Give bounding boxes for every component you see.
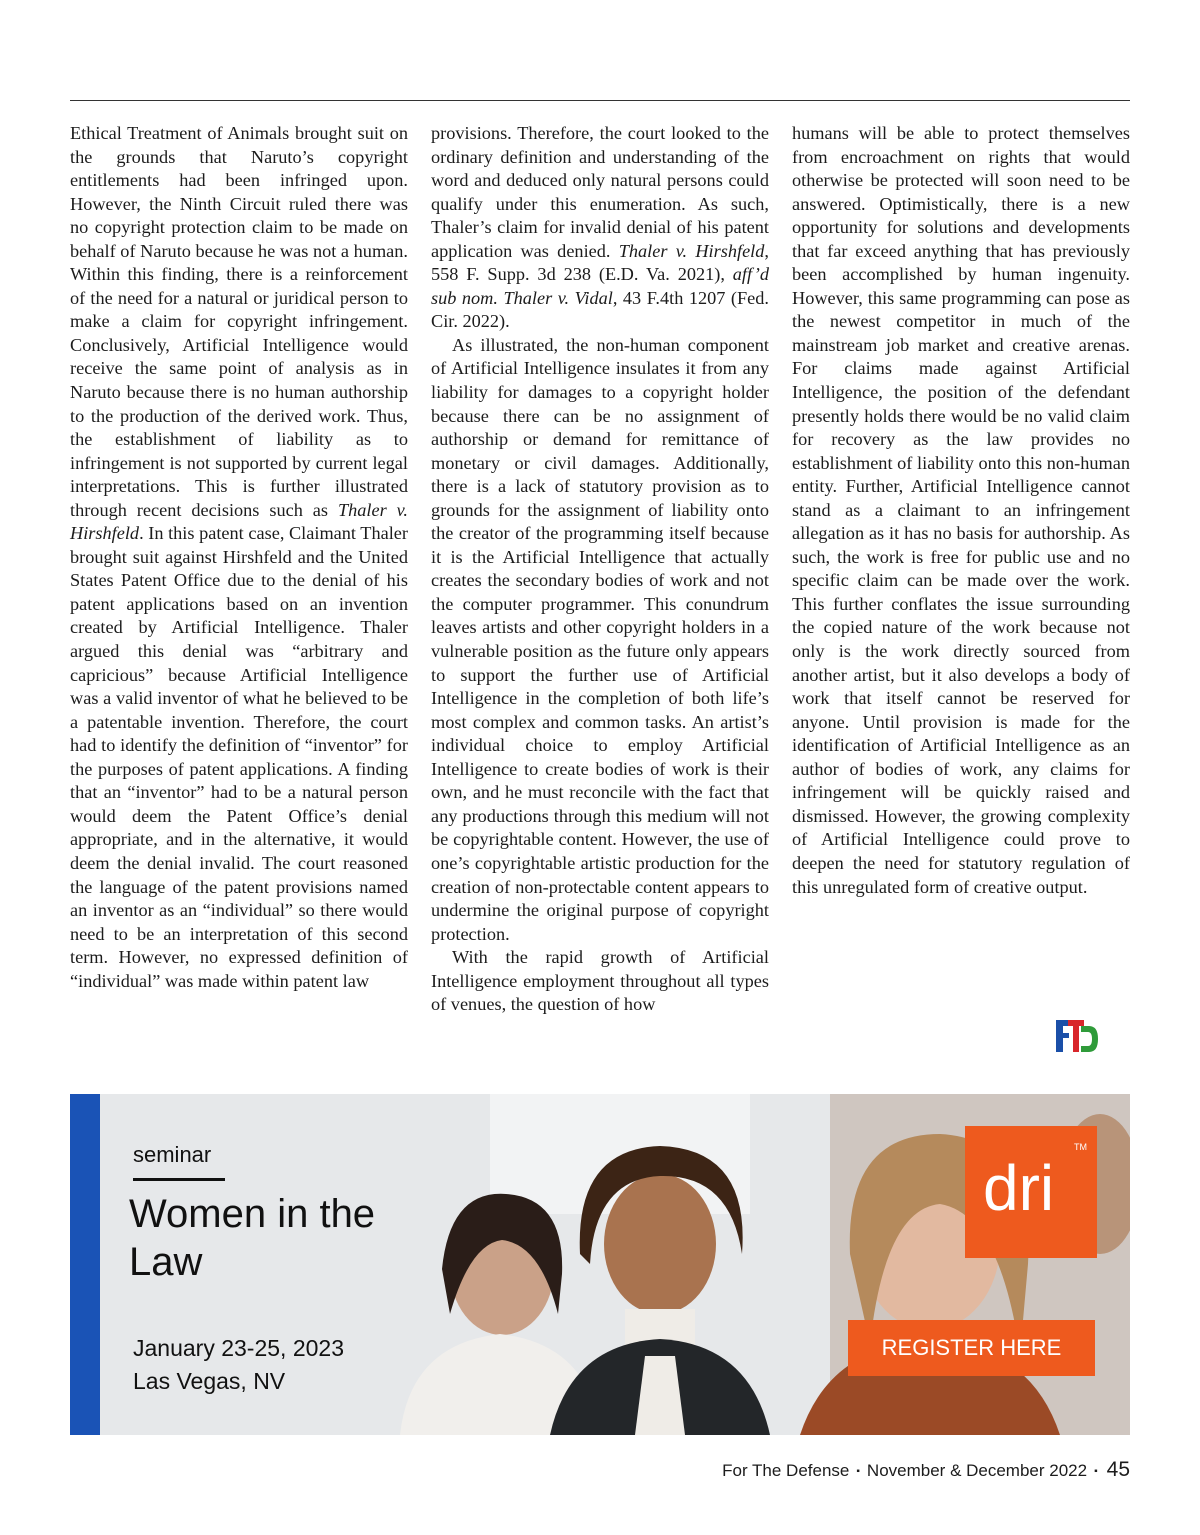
footer-separator: ▪ xyxy=(1094,1466,1098,1478)
paragraph xyxy=(792,122,1130,899)
ftd-logo-icon xyxy=(1056,1018,1100,1054)
ad-date: January 23-25, 2023 xyxy=(133,1335,344,1361)
text-run: As illustrated, the non-human component of Artificial Intelligence insulates it from any liability for damages to a copyright holder because there can be no assignment of authorship or demand for remittance of monetary or civil damages. Additionally, there is a lack of statutory provision as to grounds for the assignment of liability onto the creator of the programming itself because it is the Artificial Intelligence that actually creates the secondary bodies of work and not the computer programmer. This conundrum leaves artists and other copyright holders in a vulnerable position as the future only appears to support the further use of Artificial Intelligence in the completion of both life’s most complex and common tasks. An artist’s individual choice to employ Artificial Intelligence to create bodies of work is their own, and he must reconcile with the fact that any productions through this medium will not be copyrightable content. However, the use of one’s copyrightable artistic production for the creation of non-protectable content appears to undermine the original purpose of copyright protection. xyxy=(431,334,769,944)
paragraph xyxy=(431,122,769,334)
page-number: 45 xyxy=(1106,1458,1130,1481)
text-run: , 558 F. Supp. 3d 238 (E.D. Va. 2021), xyxy=(431,240,769,285)
case-citation: Thaler v. Hirshfeld xyxy=(618,240,765,261)
text-run: provisions. Therefore, the court looked to the ordinary definition and understanding of the word and deduced only natural persons could qualify under this enumeration. As such, Thaler’s claim for invalid denial of his patent application was denied. xyxy=(431,123,769,261)
footer-separator: ▪ xyxy=(856,1466,860,1478)
ad-kicker: seminar xyxy=(133,1142,212,1167)
article-column-1 xyxy=(70,122,408,993)
dri-trademark: TM xyxy=(1074,1142,1087,1152)
seminar-advertisement[interactable] xyxy=(70,1094,1130,1435)
text-run: Ethical Treatment of Animals brought suit on the grounds that Naruto’s copyright entitlements had been infringed upon. However, the Ninth Circuit ruled there was no copyright protection claim to be made on behalf of Naruto because he was not a human. Within this finding, there is a reinforcement of the need for a natural or juridical person to make a claim for copyright infringement. Conclusively, Artificial Intelligence would receive the same point of analysis as in Naruto because there is no human authorship to the production of the derived work. Thus, the establishment of liability as to infringement is not supported by current legal interpretations. This is further illustrated through recent decisions such as xyxy=(70,123,408,520)
ad-location: Las Vegas, NV xyxy=(133,1368,286,1394)
dri-logo xyxy=(965,1126,1097,1258)
text-run: , 43 F.4th 1207 (Fed. Cir. 2022). xyxy=(431,287,769,332)
ad-title: Women in the Law xyxy=(129,1192,376,1284)
dri-logo-text: dri xyxy=(983,1152,1055,1224)
register-button[interactable]: REGISTER HERE xyxy=(848,1320,1095,1376)
case-citation: aff’d sub nom. Thaler v. Vidal xyxy=(431,264,769,308)
text-run: . In this patent case, Claimant Thaler brought suit against Hirshfeld and the United States Patent Office due to the denial of his patent applications based on an invention created by Artificial Intelligence. Thaler argued this denial was “arbitrary and capricious” because Artificial Intelligence was a valid inventor of what he believed to be a patentable invention. Therefore, the court had to identify the definition of “inventor” for the purposes of patent applications. A finding that an “inventor” had to be a natural person would deem the Patent Office’s denial appropriate, and in the alternative, it would deem the denial invalid. The court reasoned the language of the patent provisions named an inventor as an “individual” so there would need to be an interpretation of this second term. However, no expressed definition of “individual” was made within patent law xyxy=(70,523,408,991)
footer-publication: For The Defense xyxy=(722,1461,850,1480)
ad-accent-stripe xyxy=(70,1094,100,1435)
ad-kicker-underline xyxy=(133,1178,225,1181)
text-run: With the rapid growth of Artificial Intelligence employment throughout all types of venues, the question of how xyxy=(431,947,769,1015)
paragraph xyxy=(431,334,769,946)
text-run: humans will be able to protect themselves from encroachment on rights that would otherwise be protected will soon need to be answered. Optimistically, there is a new opportunity for solutions and developments that far exceed anything that has previously been accomplished by human ingenuity. However, this same programming can pose as the newest competitor in much of the mainstream job market and creative arenas. For claims made against Artificial Intelligence, the position of the defendant presently holds there would be no valid claim for recovery as the law provides no establishment of liability onto this non-human entity. Further, Artificial Intelligence cannot stand as a claimant to an infringement allegation as it has no basis for authorship. As such, the work is free for public use and no specific claim can be made over the work. This further conflates the issue surrounding the copied nature of the work because not only is the work directly sourced from another artist, but it also develops a body of work that itself cannot be reserved for anyone. Until provision is made for the identification of Artificial Intelligence as an author of bodies of work, any claims for infringement will be quickly raised and dismissed. However, the growing complexity of Artificial Intelligence could prove to deepen the need for statutory regulation of this unregulated form of creative output. xyxy=(792,123,1130,897)
case-citation: Thaler v. Hirshfeld xyxy=(70,499,409,544)
footer-issue: November & December 2022 xyxy=(866,1461,1088,1480)
article-column-3 xyxy=(792,122,1130,899)
header-rule xyxy=(70,100,1130,101)
page-footer xyxy=(722,1458,1130,1482)
paragraph xyxy=(431,946,769,1017)
paragraph xyxy=(70,122,408,993)
article-column-2 xyxy=(431,122,769,1017)
